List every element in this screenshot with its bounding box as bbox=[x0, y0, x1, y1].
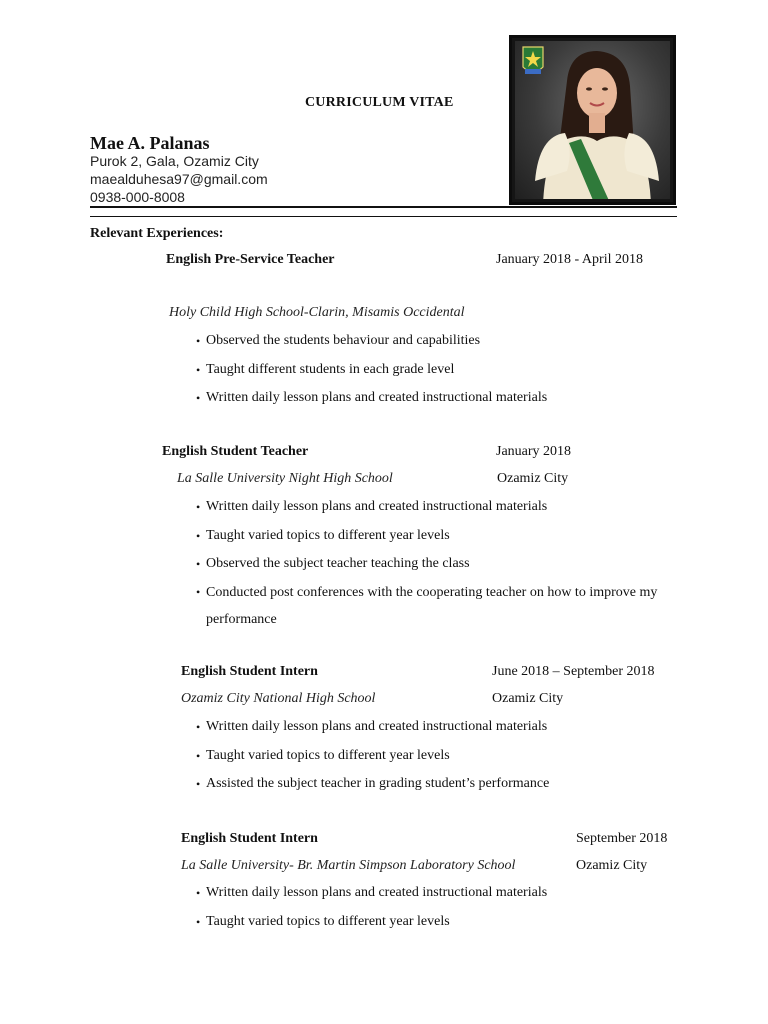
list-item: • Written daily lesson plans and created instructional materials bbox=[196, 384, 676, 413]
list-item: • Taught different students in each grade level bbox=[196, 356, 676, 385]
list-item: • Written daily lesson plans and created instructional materials bbox=[196, 879, 676, 908]
applicant-name: Mae A. Palanas bbox=[90, 133, 210, 153]
duties-list bbox=[196, 327, 676, 413]
job-date: January 2018 bbox=[496, 444, 572, 459]
job-title: English Student Intern bbox=[181, 664, 318, 679]
list-item: • Taught varied topics to different year levels bbox=[196, 522, 676, 551]
job-title: English Pre-Service Teacher bbox=[166, 252, 335, 267]
list-item: • Assisted the subject teacher in grading student’s performance bbox=[196, 770, 676, 799]
list-item: • Taught varied topics to different year levels bbox=[196, 742, 676, 771]
list-item: • Observed the subject teacher teaching the class bbox=[196, 550, 676, 579]
job-date: September 2018 bbox=[576, 831, 668, 846]
school-name: La Salle University- Br. Martin Simpson Laboratory School bbox=[181, 858, 516, 873]
list-item: • Taught varied topics to different year levels bbox=[196, 908, 676, 937]
list-item: • Written daily lesson plans and created instructional materials bbox=[196, 493, 676, 522]
job-date: January 2018 - April 2018 bbox=[496, 252, 643, 267]
list-item: • Observed the students behaviour and capabilities bbox=[196, 327, 676, 356]
school-name: La Salle University Night High School bbox=[177, 471, 393, 486]
header-rule-thick bbox=[90, 206, 677, 208]
school-name: Holy Child High School-Clarin, Misamis Occidental bbox=[169, 305, 465, 320]
job-title: English Student Teacher bbox=[162, 444, 309, 459]
school-city: Ozamiz City bbox=[576, 858, 648, 873]
school-city: Ozamiz City bbox=[492, 691, 564, 706]
list-item: • Conducted post conferences with the cooperating teacher on how to improve my performance bbox=[196, 579, 676, 634]
header-rule-thin bbox=[90, 216, 677, 217]
list-item: • Written daily lesson plans and created instructional materials bbox=[196, 713, 676, 742]
job-title: English Student Intern bbox=[181, 831, 318, 846]
email-text: maealduhesa97@gmail.com bbox=[90, 171, 268, 187]
duties-list bbox=[196, 879, 676, 936]
address-text: Purok 2, Gala, Ozamiz City bbox=[90, 153, 259, 169]
section-heading: Relevant Experiences: bbox=[90, 226, 224, 241]
school-name: Ozamiz City National High School bbox=[181, 691, 376, 706]
job-date: June 2018 – September 2018 bbox=[492, 664, 655, 679]
profile-photo bbox=[509, 35, 676, 205]
duties-list bbox=[196, 493, 676, 634]
phone-text: 0938-000-8008 bbox=[90, 189, 185, 205]
school-city: Ozamiz City bbox=[497, 471, 569, 486]
document-title: CURRICULUM VITAE bbox=[305, 95, 454, 110]
duties-list bbox=[196, 713, 676, 799]
school-seal-icon bbox=[521, 45, 545, 79]
